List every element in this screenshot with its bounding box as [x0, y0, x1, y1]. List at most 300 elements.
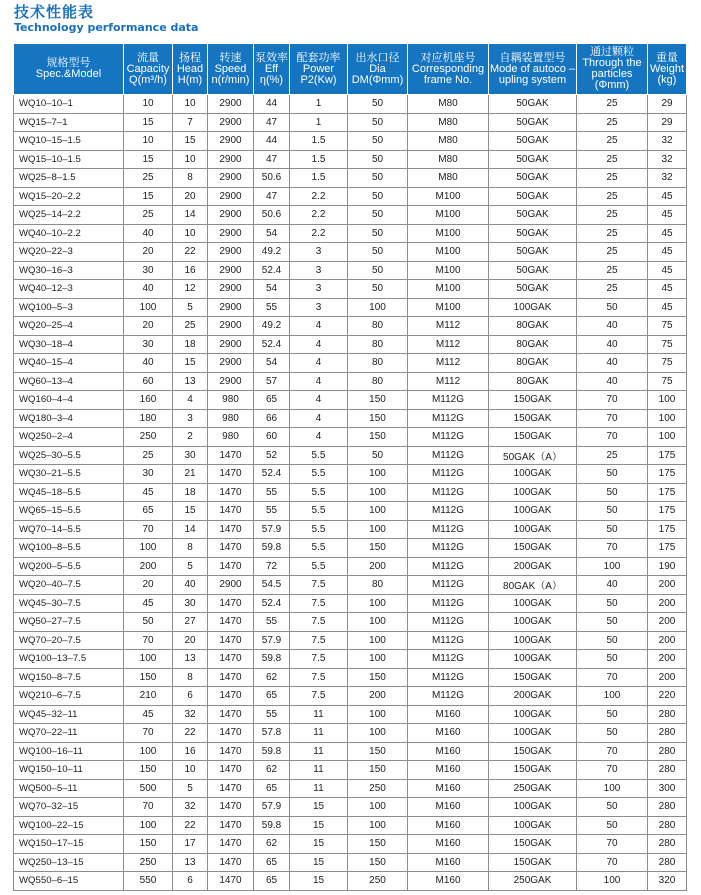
cell-head: 14: [173, 206, 208, 225]
cell-power: 4: [290, 391, 348, 410]
cell-coupling-system: 200GAK: [489, 687, 577, 706]
cell-capacity: 150: [124, 835, 173, 854]
cell-power: 15: [290, 816, 348, 835]
cell-coupling-system: 50GAK: [489, 261, 577, 280]
cell-frame-number: M160: [408, 872, 489, 891]
cell-capacity: 250: [124, 853, 173, 872]
table-row: [14, 816, 687, 835]
cell-efficiency: 62: [254, 668, 290, 687]
cell-efficiency: 47: [254, 187, 290, 206]
cell-speed: 1470: [208, 761, 254, 780]
cell-head: 13: [173, 853, 208, 872]
cell-model: WQ15–7–1: [14, 113, 124, 132]
cell-frame-number: M160: [408, 853, 489, 872]
cell-capacity: 160: [124, 391, 173, 410]
cell-coupling-system: 50GAK: [489, 169, 577, 188]
cell-efficiency: 44: [254, 132, 290, 151]
cell-speed: 1470: [208, 816, 254, 835]
cell-power: 5.5: [290, 483, 348, 502]
cell-head: 5: [173, 298, 208, 317]
cell-frame-number: M112G: [408, 613, 489, 632]
cell-particles: 50: [577, 724, 648, 743]
cell-efficiency: 54: [254, 354, 290, 373]
cell-weight: 100: [648, 409, 687, 428]
cell-coupling-system: 150GAK: [489, 835, 577, 854]
cell-frame-number: M160: [408, 779, 489, 798]
cell-speed: 1470: [208, 594, 254, 613]
cell-speed: 2900: [208, 354, 254, 373]
cell-frame-number: M112G: [408, 446, 489, 465]
table-row: [14, 446, 687, 465]
table-row: [14, 409, 687, 428]
cell-frame-number: M100: [408, 224, 489, 243]
cell-power: 1.5: [290, 169, 348, 188]
cell-speed: 1470: [208, 872, 254, 891]
cell-frame-number: M112G: [408, 391, 489, 410]
cell-coupling-system: 100GAK: [489, 594, 577, 613]
cell-frame-number: M112G: [408, 520, 489, 539]
cell-frame-number: M112: [408, 372, 489, 391]
cell-particles: 70: [577, 761, 648, 780]
cell-capacity: 100: [124, 298, 173, 317]
cell-power: 5.5: [290, 502, 348, 521]
cell-power: 11: [290, 761, 348, 780]
cell-model: WQ15–20–2.2: [14, 187, 124, 206]
cell-weight: 175: [648, 502, 687, 521]
cell-frame-number: M112G: [408, 668, 489, 687]
table-row: [14, 465, 687, 484]
table-row: [14, 576, 687, 595]
header-label-zh: 规格型号: [46, 57, 91, 69]
header-speed: [208, 44, 254, 95]
cell-model: WQ20–25–4: [14, 317, 124, 336]
cell-outlet-diameter: 100: [348, 613, 408, 632]
cell-model: WQ10–10–1: [14, 95, 124, 114]
cell-frame-number: M160: [408, 761, 489, 780]
cell-frame-number: M112G: [408, 576, 489, 595]
cell-speed: 2900: [208, 132, 254, 151]
cell-efficiency: 65: [254, 853, 290, 872]
cell-weight: 200: [648, 650, 687, 669]
header-label-zh: 重量: [656, 51, 678, 64]
cell-model: WQ30–16–3: [14, 261, 124, 280]
cell-power: 7.5: [290, 650, 348, 669]
cell-capacity: 550: [124, 872, 173, 891]
table-row: [14, 650, 687, 669]
cell-speed: 1470: [208, 835, 254, 854]
cell-head: 32: [173, 705, 208, 724]
cell-head: 14: [173, 520, 208, 539]
cell-particles: 40: [577, 335, 648, 354]
cell-efficiency: 49.2: [254, 243, 290, 262]
cell-particles: 50: [577, 798, 648, 817]
cell-weight: 75: [648, 317, 687, 336]
header-label-zh: 自耦装置型号: [499, 51, 566, 64]
cell-efficiency: 55: [254, 483, 290, 502]
cell-capacity: 50: [124, 613, 173, 632]
cell-capacity: 70: [124, 724, 173, 743]
cell-head: 20: [173, 187, 208, 206]
cell-efficiency: 57.9: [254, 520, 290, 539]
cell-head: 20: [173, 631, 208, 650]
cell-outlet-diameter: 50: [348, 261, 408, 280]
cell-coupling-system: 200GAK: [489, 557, 577, 576]
header-label-zh: 扬程: [179, 51, 201, 64]
cell-coupling-system: 100GAK: [489, 631, 577, 650]
table-row: [14, 853, 687, 872]
cell-efficiency: 65: [254, 779, 290, 798]
cell-power: 7.5: [290, 668, 348, 687]
cell-weight: 280: [648, 853, 687, 872]
cell-particles: 100: [577, 557, 648, 576]
cell-outlet-diameter: 200: [348, 557, 408, 576]
cell-power: 1: [290, 113, 348, 132]
cell-power: 5.5: [290, 446, 348, 465]
cell-efficiency: 62: [254, 835, 290, 854]
cell-weight: 280: [648, 798, 687, 817]
cell-capacity: 25: [124, 446, 173, 465]
cell-speed: 1470: [208, 539, 254, 558]
cell-coupling-system: 50GAK（A）: [489, 446, 577, 465]
cell-capacity: 30: [124, 335, 173, 354]
table-row: [14, 391, 687, 410]
cell-weight: 32: [648, 169, 687, 188]
cell-coupling-system: 100GAK: [489, 483, 577, 502]
cell-head: 40: [173, 576, 208, 595]
cell-power: 7.5: [290, 631, 348, 650]
table-row: [14, 779, 687, 798]
cell-efficiency: 72: [254, 557, 290, 576]
cell-efficiency: 47: [254, 113, 290, 132]
cell-weight: 175: [648, 520, 687, 539]
cell-capacity: 200: [124, 557, 173, 576]
cell-coupling-system: 150GAK: [489, 853, 577, 872]
cell-outlet-diameter: 50: [348, 206, 408, 225]
cell-outlet-diameter: 100: [348, 483, 408, 502]
cell-head: 22: [173, 243, 208, 262]
header-label-en: Through the particles (Φmm): [582, 57, 642, 91]
cell-head: 5: [173, 557, 208, 576]
cell-power: 2.2: [290, 224, 348, 243]
cell-coupling-system: 50GAK: [489, 243, 577, 262]
table-row: [14, 113, 687, 132]
page-subtitle: Technology performance data: [14, 21, 199, 34]
cell-frame-number: M160: [408, 798, 489, 817]
cell-efficiency: 57.9: [254, 798, 290, 817]
cell-outlet-diameter: 80: [348, 354, 408, 373]
cell-model: WQ65–15–5.5: [14, 502, 124, 521]
table-row: [14, 187, 687, 206]
cell-head: 13: [173, 650, 208, 669]
cell-particles: 50: [577, 705, 648, 724]
cell-power: 3: [290, 261, 348, 280]
cell-coupling-system: 80GAK: [489, 354, 577, 373]
cell-weight: 280: [648, 705, 687, 724]
cell-power: 4: [290, 335, 348, 354]
cell-particles: 25: [577, 132, 648, 151]
cell-capacity: 15: [124, 150, 173, 169]
cell-head: 8: [173, 668, 208, 687]
cell-efficiency: 52.4: [254, 335, 290, 354]
cell-capacity: 500: [124, 779, 173, 798]
cell-outlet-diameter: 100: [348, 816, 408, 835]
table-row: [14, 594, 687, 613]
cell-frame-number: M100: [408, 206, 489, 225]
cell-coupling-system: 150GAK: [489, 668, 577, 687]
cell-speed: 1470: [208, 446, 254, 465]
cell-outlet-diameter: 50: [348, 113, 408, 132]
cell-capacity: 70: [124, 520, 173, 539]
cell-power: 11: [290, 705, 348, 724]
cell-capacity: 60: [124, 372, 173, 391]
cell-model: WQ15–10–1.5: [14, 150, 124, 169]
cell-speed: 1470: [208, 742, 254, 761]
cell-coupling-system: 100GAK: [489, 613, 577, 632]
cell-speed: 2900: [208, 169, 254, 188]
header-label-zh: 转速: [219, 51, 242, 64]
cell-weight: 200: [648, 613, 687, 632]
header-model: [14, 44, 124, 95]
cell-model: WQ100–8–5.5: [14, 539, 124, 558]
table-row: [14, 705, 687, 724]
cell-weight: 75: [648, 335, 687, 354]
cell-particles: 50: [577, 483, 648, 502]
cell-model: WQ150–17–15: [14, 835, 124, 854]
cell-capacity: 10: [124, 95, 173, 114]
cell-efficiency: 59.8: [254, 539, 290, 558]
cell-coupling-system: 150GAK: [489, 391, 577, 410]
cell-outlet-diameter: 100: [348, 798, 408, 817]
cell-power: 2.2: [290, 187, 348, 206]
table-row: [14, 243, 687, 262]
cell-head: 7: [173, 113, 208, 132]
cell-power: 15: [290, 853, 348, 872]
cell-outlet-diameter: 50: [348, 150, 408, 169]
cell-particles: 40: [577, 317, 648, 336]
cell-head: 22: [173, 724, 208, 743]
table-row: [14, 224, 687, 243]
cell-outlet-diameter: 50: [348, 243, 408, 262]
cell-coupling-system: 250GAK: [489, 872, 577, 891]
cell-particles: 50: [577, 631, 648, 650]
cell-speed: 2900: [208, 187, 254, 206]
cell-weight: 175: [648, 465, 687, 484]
cell-power: 4: [290, 409, 348, 428]
table-row: [14, 132, 687, 151]
cell-head: 27: [173, 613, 208, 632]
cell-capacity: 210: [124, 687, 173, 706]
cell-efficiency: 52.4: [254, 594, 290, 613]
cell-head: 3: [173, 409, 208, 428]
cell-coupling-system: 80GAK（A）: [489, 576, 577, 595]
cell-coupling-system: 50GAK: [489, 187, 577, 206]
cell-coupling-system: 50GAK: [489, 150, 577, 169]
cell-capacity: 25: [124, 206, 173, 225]
cell-efficiency: 52.4: [254, 261, 290, 280]
cell-power: 1.5: [290, 150, 348, 169]
cell-particles: 70: [577, 668, 648, 687]
cell-head: 32: [173, 798, 208, 817]
cell-coupling-system: 150GAK: [489, 539, 577, 558]
header-label-zh: 对应机座号: [420, 51, 476, 64]
cell-outlet-diameter: 50: [348, 224, 408, 243]
cell-frame-number: M160: [408, 724, 489, 743]
cell-speed: 1470: [208, 779, 254, 798]
cell-capacity: 15: [124, 187, 173, 206]
table-row: [14, 428, 687, 447]
cell-frame-number: M112: [408, 335, 489, 354]
cell-efficiency: 59.8: [254, 816, 290, 835]
cell-efficiency: 55: [254, 298, 290, 317]
cell-weight: 175: [648, 446, 687, 465]
cell-model: WQ20–22–3: [14, 243, 124, 262]
cell-speed: 1470: [208, 724, 254, 743]
cell-head: 16: [173, 261, 208, 280]
header-head: [173, 44, 208, 95]
cell-outlet-diameter: 150: [348, 409, 408, 428]
cell-particles: 50: [577, 816, 648, 835]
cell-particles: 100: [577, 872, 648, 891]
cell-coupling-system: 50GAK: [489, 224, 577, 243]
header-coupling-system: [489, 44, 577, 95]
cell-head: 10: [173, 150, 208, 169]
cell-frame-number: M100: [408, 280, 489, 299]
cell-weight: 280: [648, 835, 687, 854]
cell-capacity: 65: [124, 502, 173, 521]
cell-capacity: 180: [124, 409, 173, 428]
header-capacity: [124, 44, 173, 95]
cell-efficiency: 66: [254, 409, 290, 428]
cell-frame-number: M100: [408, 261, 489, 280]
cell-efficiency: 54: [254, 280, 290, 299]
cell-weight: 100: [648, 428, 687, 447]
cell-frame-number: M80: [408, 95, 489, 114]
cell-model: WQ200–5–5.5: [14, 557, 124, 576]
cell-outlet-diameter: 80: [348, 372, 408, 391]
cell-frame-number: M112G: [408, 539, 489, 558]
cell-power: 4: [290, 372, 348, 391]
cell-outlet-diameter: 150: [348, 742, 408, 761]
cell-weight: 200: [648, 594, 687, 613]
cell-head: 18: [173, 483, 208, 502]
cell-model: WQ45–18–5.5: [14, 483, 124, 502]
cell-particles: 25: [577, 224, 648, 243]
cell-head: 22: [173, 816, 208, 835]
cell-coupling-system: 80GAK: [489, 372, 577, 391]
table-row: [14, 724, 687, 743]
cell-power: 4: [290, 354, 348, 373]
cell-weight: 280: [648, 816, 687, 835]
cell-capacity: 25: [124, 169, 173, 188]
cell-capacity: 40: [124, 224, 173, 243]
cell-capacity: 70: [124, 631, 173, 650]
cell-head: 4: [173, 391, 208, 410]
cell-weight: 190: [648, 557, 687, 576]
cell-head: 10: [173, 224, 208, 243]
cell-head: 6: [173, 687, 208, 706]
cell-head: 25: [173, 317, 208, 336]
cell-speed: 2900: [208, 224, 254, 243]
table-row: [14, 668, 687, 687]
performance-table: [13, 43, 687, 891]
cell-particles: 25: [577, 261, 648, 280]
cell-power: 1: [290, 95, 348, 114]
cell-capacity: 100: [124, 742, 173, 761]
table-header-row: [14, 44, 687, 95]
table-row: [14, 95, 687, 114]
cell-head: 10: [173, 95, 208, 114]
cell-speed: 2900: [208, 243, 254, 262]
cell-frame-number: M160: [408, 742, 489, 761]
cell-weight: 45: [648, 261, 687, 280]
cell-weight: 32: [648, 132, 687, 151]
cell-capacity: 100: [124, 539, 173, 558]
cell-head: 16: [173, 742, 208, 761]
cell-power: 7.5: [290, 576, 348, 595]
cell-model: WQ70–20–7.5: [14, 631, 124, 650]
cell-outlet-diameter: 50: [348, 132, 408, 151]
page-title: 技术性能表: [14, 3, 95, 21]
table-row: [14, 169, 687, 188]
header-particles: [577, 44, 648, 95]
cell-weight: 45: [648, 243, 687, 262]
cell-capacity: 100: [124, 816, 173, 835]
cell-coupling-system: 150GAK: [489, 428, 577, 447]
table-body: [14, 95, 687, 891]
cell-model: WQ550–6–15: [14, 872, 124, 891]
cell-weight: 280: [648, 742, 687, 761]
cell-head: 15: [173, 354, 208, 373]
cell-frame-number: M112: [408, 354, 489, 373]
cell-speed: 1470: [208, 668, 254, 687]
cell-weight: 280: [648, 761, 687, 780]
cell-model: WQ45–32–11: [14, 705, 124, 724]
cell-outlet-diameter: 150: [348, 835, 408, 854]
cell-coupling-system: 80GAK: [489, 317, 577, 336]
cell-outlet-diameter: 50: [348, 95, 408, 114]
cell-coupling-system: 50GAK: [489, 206, 577, 225]
cell-head: 8: [173, 169, 208, 188]
cell-efficiency: 47: [254, 150, 290, 169]
cell-model: WQ40–12–3: [14, 280, 124, 299]
cell-particles: 50: [577, 465, 648, 484]
cell-coupling-system: 100GAK: [489, 705, 577, 724]
cell-power: 11: [290, 779, 348, 798]
cell-speed: 1470: [208, 613, 254, 632]
header-weight: [648, 44, 687, 95]
cell-model: WQ10–15–1.5: [14, 132, 124, 151]
cell-model: WQ20–40–7.5: [14, 576, 124, 595]
cell-particles: 70: [577, 391, 648, 410]
cell-particles: 25: [577, 113, 648, 132]
cell-speed: 2900: [208, 261, 254, 280]
cell-power: 2.2: [290, 206, 348, 225]
cell-efficiency: 65: [254, 687, 290, 706]
cell-power: 1.5: [290, 132, 348, 151]
cell-power: 4: [290, 317, 348, 336]
cell-speed: 2900: [208, 150, 254, 169]
table-row: [14, 335, 687, 354]
table-row: [14, 298, 687, 317]
cell-model: WQ70–14–5.5: [14, 520, 124, 539]
cell-model: WQ100–16–11: [14, 742, 124, 761]
cell-efficiency: 65: [254, 391, 290, 410]
cell-model: WQ100–13–7.5: [14, 650, 124, 669]
cell-coupling-system: 100GAK: [489, 798, 577, 817]
cell-coupling-system: 250GAK: [489, 779, 577, 798]
cell-coupling-system: 100GAK: [489, 816, 577, 835]
header-label-en: Speed n(r/min): [211, 62, 250, 86]
